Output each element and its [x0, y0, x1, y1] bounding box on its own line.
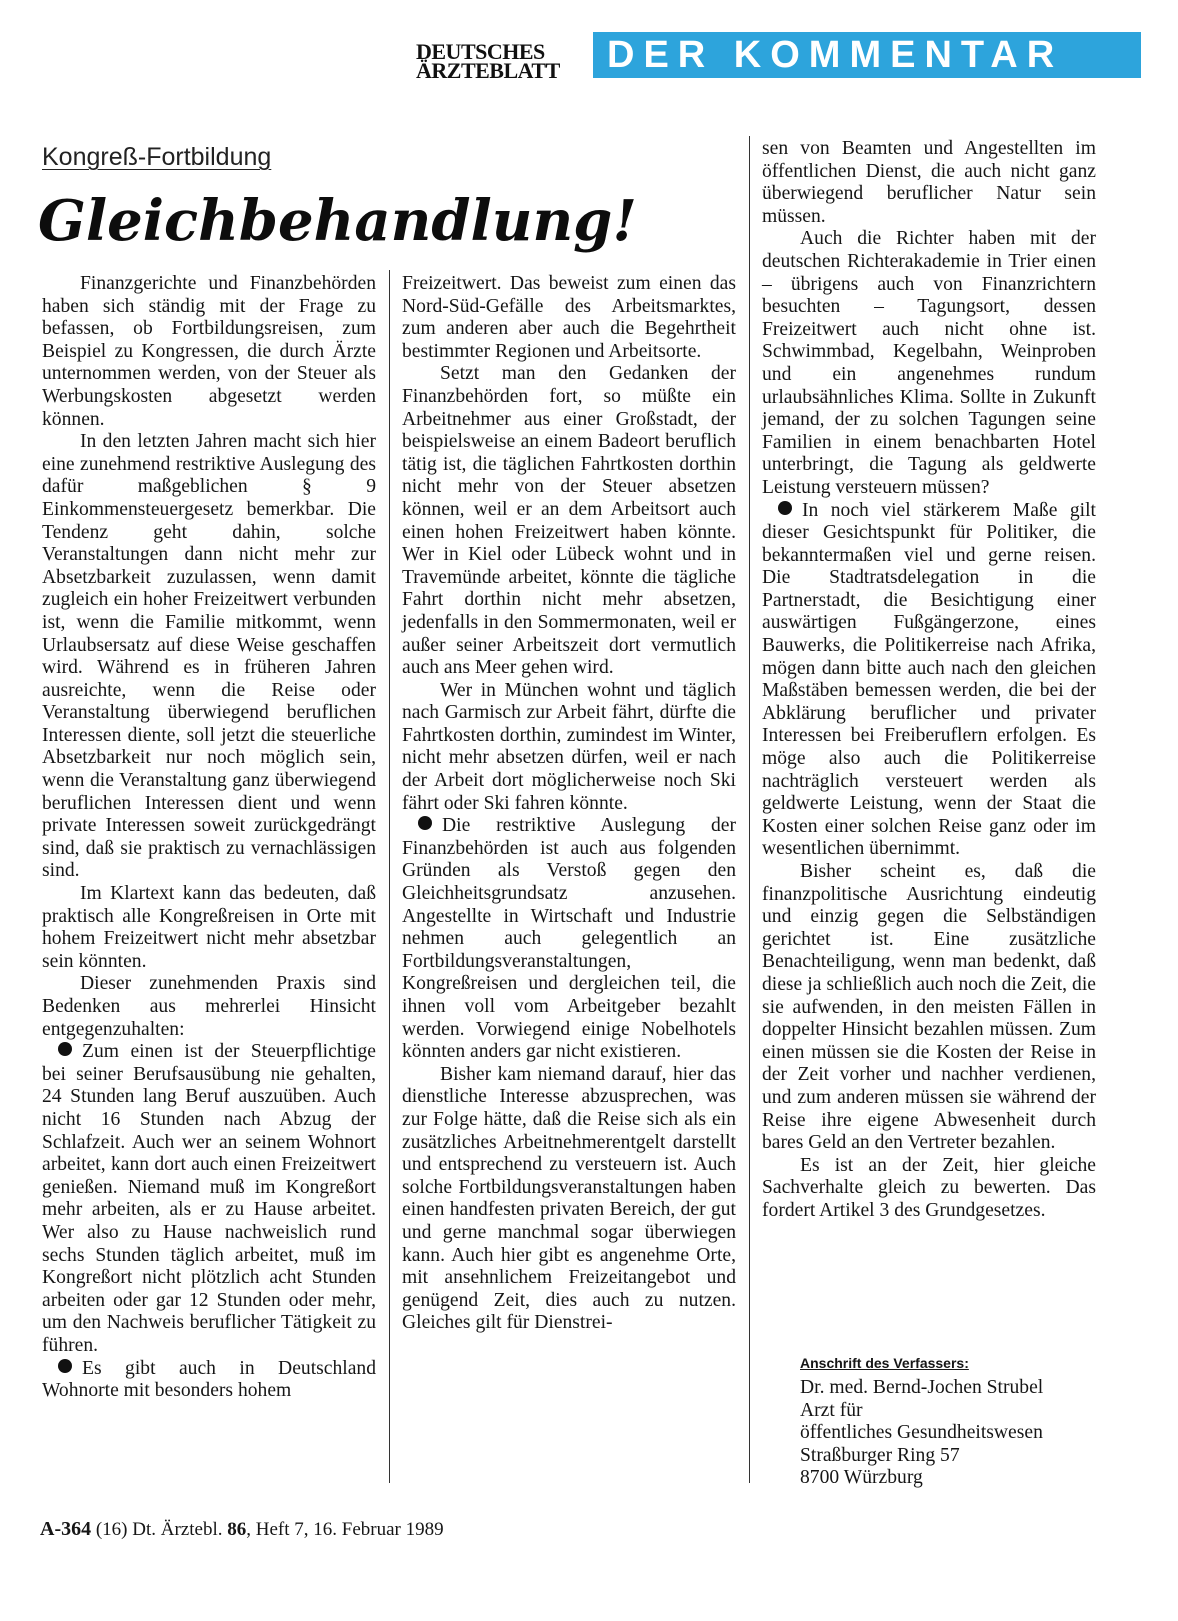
citation-source: (16) Dt. Ärztebl.	[95, 1519, 223, 1540]
journal-logo	[416, 39, 560, 83]
section-banner: DER KOMMENTAR	[593, 32, 1141, 78]
journal-name-line1: DEUTSCHES	[416, 39, 545, 64]
paragraph	[762, 138, 1096, 228]
column-divider	[749, 136, 750, 1483]
paragraph-text: Es gibt auch in Deutschland Wohnorte mit besonders hohem	[42, 1357, 376, 1402]
address-line: 8700 Würzburg	[800, 1467, 923, 1489]
address-title: Anschrift des Verfassers:	[800, 1355, 969, 1371]
paragraph-text: Setzt man den Gedanken der Finanzbehörden fort, so müßte ein Arbeitnehmer aus einer Großstadt, der beispielsweise an einem Badeort beruflich tätig ist, die täglichen Fahrtkosten dorthin nicht mehr von der Steuer absetzen können, weil er an dem Arbeitsort auch einen hohen Freizeitwert haben könnte. Wer in Kiel oder Lübeck wohnt und in Travemünde arbeitet, könnte die tägliche Fahrt dorthin nicht mehr absetzen, jedenfalls in den Sommermonaten, weil er außer seiner Arbeitszeit dort vermutlich auch ans Meer gehen wird.	[402, 363, 736, 679]
bullet-paragraph	[42, 1358, 376, 1403]
paragraph	[762, 1155, 1096, 1223]
paragraph	[42, 431, 376, 883]
address-line: öffentliches Gesundheitswesen	[800, 1422, 1043, 1444]
paragraph	[762, 861, 1096, 1155]
bullet-paragraph	[42, 1041, 376, 1357]
paragraph	[42, 973, 376, 1041]
paragraph-text: Dieser zunehmenden Praxis sind Bedenken aus mehrerlei Hinsicht entgegenzuhalten:	[42, 973, 376, 1040]
bullet-icon	[58, 1359, 72, 1373]
paragraph	[402, 363, 736, 679]
page-number: A-364	[40, 1518, 92, 1540]
article-column-3	[762, 138, 1096, 1223]
bullet-icon	[418, 816, 432, 830]
paragraph-text: Bisher kam niemand darauf, hier das dienstliche Interesse abzusprechen, was zur Folge hätte, daß die Reise sich als ein zusätzliches Arbeitnehmerentgelt darstellt und entsprechend zu versteuern ist. Auch solche Fortbildungsveranstaltungen haben einen handfesten privaten Bereich, der gut und gerne manchmal sogar überwiegen kann. Auch hier gibt es angenehme Orte, mit ansehnlichem Freizeitangebot und genügend Zeit, dies auch zu nutzen. Gleiches gilt für Dienstrei-	[402, 1063, 736, 1334]
paragraph	[42, 883, 376, 973]
article-column-2	[402, 273, 736, 1335]
address-line: Arzt für	[800, 1399, 863, 1421]
paragraph-text: Es ist an der Zeit, hier gleiche Sachverhalte gleich zu bewerten. Das fordert Artikel 3 des Grundgesetzes.	[762, 1154, 1096, 1221]
paragraph	[762, 228, 1096, 499]
paragraph-text: Bisher scheint es, daß die finanzpolitische Ausrichtung eindeutig und einzig gegen die Selbständigen gerichtet ist. Eine zusätzliche Benachteiligung, wenn man bedenkt, daß diese ja schließlich auch noch die Zeit, die sie aufwenden, in den meisten Fällen in doppelter Hinsicht bezahlen müssen. Zum einen müssen sie die Kosten der Reise in der Zeit vorher und nachher verdienen, und zum anderen müssen sie während der Reise ihre eigene Abwesenheit durch bares Geld an den Vertreter bezahlen.	[762, 861, 1096, 1154]
paragraph-text: Die restriktive Auslegung der Finanzbehörden ist auch aus folgenden Gründen als Verstoß gegen den Gleichheitsgrundsatz anzusehen. Angestellte in Wirtschaft und Industrie nehmen auch gelegentlich an Fortbildungsveranstaltungen, Kongreßreisen und dergleichen teil, die ihnen voll vom Arbeitgeber bezahlt werden. Vorwiegend einige Nobelhotels könnten anders gar nicht existieren.	[402, 815, 736, 1063]
paragraph-text: Wer in München wohnt und täglich nach Garmisch zur Arbeit fährt, dürfte die Fahrtkosten dorthin, zumindest im Winter, nicht mehr absetzen dürfen, weil er nach der Arbeit dort möglicherweise noch Ski fährt oder Ski fahren könnte.	[402, 679, 736, 814]
citation-issue: , Heft 7, 16. Februar 1989	[246, 1519, 444, 1540]
paragraph-text: Finanzgerichte und Finanzbehörden haben sich ständig mit der Frage zu befassen, ob Fortbildungsreisen, zum Beispiel zu Kongressen, die durch Ärzte unternommen werden, von der Steuer als Werbungskosten abgesetzt werden können.	[42, 273, 376, 430]
bullet-icon	[58, 1042, 72, 1056]
author-address	[800, 1355, 1120, 1490]
paragraph-text: In den letzten Jahren macht sich hier eine zunehmend restriktive Auslegung des dafür maßgeblichen § 9 Einkommensteuergesetz bemerkbar. Die Tendenz geht dahin, solche Veranstaltungen dann nicht mehr zur Absetzbarkeit zuzulassen, wenn damit zugleich ein hoher Freizeitwert verbunden ist, wenn die Familie mitkommt, wenn Urlaubsersatz auf diese Weise geschaffen wird. Während es in früheren Jahren ausreichte, wenn die Reise oder Veranstaltung überwiegend beruflichen Interessen diente, soll jetzt die steuerliche Absetzbarkeit nur noch möglich sein, wenn die Veranstaltung ganz überwiegend beruflichen Interessen dient und wenn private Interessen soweit zurückgedrängt sind, daß sie praktisch zu vernachlässigen sind.	[42, 431, 376, 882]
address-line: Dr. med. Bernd-Jochen Strubel	[800, 1377, 1044, 1398]
citation-volume: 86	[227, 1519, 247, 1540]
article-column-1	[42, 273, 376, 1403]
journal-name-line2: ÄRZTEBLATT	[416, 58, 560, 83]
article-headline: Gleichbehandlung!	[38, 188, 637, 254]
paragraph	[402, 1064, 736, 1335]
paragraph-text: Zum einen ist der Steuerpflichtige bei seiner Berufsausübung nie gehalten, 24 Stunden lang Beruf auszuüben. Auch nicht 16 Stunden nach Abzug der Schlafzeit. Auch wer an seinem Wohnort arbeitet, kann dort auch einen Freizeitwert genießen. Niemand muß im Kongreßort mehr arbeiten, als er zu Hause arbeitet. Wer also zu Hause nachweislich rund sechs Stunden täglich arbeitet, muß im Kongreßort nicht plötzlich acht Stunden arbeiten oder gar 12 Stunden oder mehr, um den Nachweis beruflicher Tätigkeit zu führen.	[42, 1041, 376, 1356]
bullet-icon	[778, 501, 792, 515]
masthead	[0, 32, 1178, 82]
paragraph	[402, 680, 736, 816]
paragraph-text: Im Klartext kann das bedeuten, daß praktisch alle Kongreßreisen in Orte mit hohem Freizeitwert nicht mehr absetzbar sein könnten.	[42, 883, 376, 972]
address-line: Straßburger Ring 57	[800, 1444, 960, 1466]
paragraph	[42, 273, 376, 431]
bullet-paragraph	[762, 500, 1096, 862]
paragraph-text: sen von Beamten und Angestellten im öffentlichen Dienst, die auch nicht ganz überwiegend beruflicher Natur sein müssen.	[762, 138, 1096, 227]
bullet-paragraph	[402, 815, 736, 1064]
paragraph	[402, 273, 736, 363]
paragraph-text: Freizeitwert. Das beweist zum einen das Nord-Süd-Gefälle des Arbeitsmarktes, zum anderen aber auch die Begehrtheit bestimmter Regionen und Arbeitsorte.	[402, 273, 736, 362]
article-kicker: Kongreß-Fortbildung	[42, 143, 272, 171]
page-footer	[40, 1518, 444, 1541]
column-divider	[389, 270, 390, 1483]
paragraph-text: Auch die Richter haben mit der deutschen Richterakademie in Trier einen – übrigens auch von Finanzrichtern besuchten – Tagungsort, dessen Freizeitwert auch nicht ohne ist. Schwimmbad, Kegelbahn, Weinproben und ein angenehmes rundum urlaubsähnliches Klima. Sollte in Zukunft jemand, der zu solchen Tagungen seine Familien in einem benachbarten Hotel unterbringt, die Tagung als geldwerte Leistung versteuern müssen?	[762, 228, 1096, 498]
paragraph-text: In noch viel stärkerem Maße gilt dieser Gesichtspunkt für Politiker, die bekanntermaßen viel und gerne reisen. Die Stadtratsdelegation in die Partnerstadt, die Besichtigung einer auswärtigen Fußgängerzone, eines Bauwerks, die Politikerreise nach Afrika, mögen dann bitte auch nach den gleichen Maßstäben bemessen werden, die bei der Abklärung beruflicher und privater Interessen bei Freiberuflern erfolgen. Es möge also auch die Politikerreise nachträglich versteuert werden als geldwerte Leistung, wenn der Staat die Kosten einer solchen Reise ganz oder im wesentlichen übernimmt.	[762, 499, 1096, 860]
